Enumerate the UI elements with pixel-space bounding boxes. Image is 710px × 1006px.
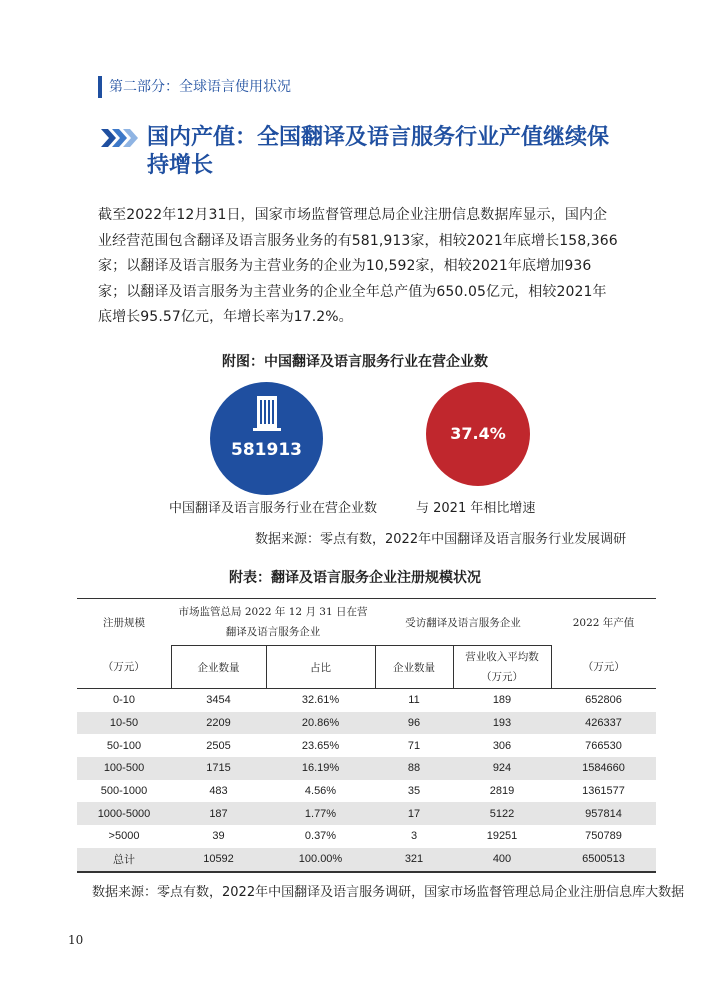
table-total-row [77,848,656,872]
cell-share: 16.19% [266,757,375,780]
header-count: 企业数量 [171,646,266,689]
cell-avg-revenue: 306 [492,739,512,752]
enterprise-count-caption: 中国翻译及语言服务行业在营企业数 [169,501,378,516]
cell-output: 766530 [585,739,622,752]
double-chevron-icon [101,126,139,150]
cell-output: 750789 [585,830,622,843]
table-row [77,802,656,825]
cell-share: 100.00% [266,848,375,872]
cell-count: 187 [171,802,266,825]
header-group-registered-line-1: 市场监管总局 2022 年 12 月 31 日在营 [178,606,368,618]
cell-output: 6500513 [551,848,656,872]
cell-count: 10592 [171,848,266,872]
cell-share: 0.37% [304,830,337,843]
cell-output: 426337 [551,712,656,735]
cell-surveyed-count: 17 [375,802,453,825]
cell-output: 1361577 [582,785,625,798]
page-number: 10 [68,933,84,947]
cell-share: 23.65% [301,739,340,752]
header-group-surveyed: 受访翻译及语言服务企业 [375,599,551,646]
header-scale-unit: （万元） [77,646,171,689]
enterprise-count-value: 581913 [231,440,302,460]
table-row [77,734,656,757]
cell-avg-revenue: 189 [492,694,512,707]
header-count-surveyed: 企业数量 [375,646,453,689]
table-row [77,689,656,712]
cell-count: 1715 [171,757,266,780]
table-row [77,757,656,780]
table-row [77,780,656,803]
page-title-line-1: 国内产值：全国翻译及语言服务行业产值继续保 [147,125,610,150]
cell-surveyed-count: 71 [407,739,421,752]
cell-output: 1584660 [551,757,656,780]
growth-rate-circle [426,382,530,486]
cell-scale: 1000-5000 [77,802,171,825]
header-avg-revenue [453,646,551,689]
table-source: 数据来源：零点有数，2022年中国翻译及语言服务调研，国家市场监督管理总局企业注册信息库大数据 [92,885,685,900]
header-group-registered [171,599,375,646]
cell-count: 39 [212,830,225,843]
cell-count: 2209 [171,712,266,735]
registration-scale-table [77,598,656,873]
cell-surveyed-count: 11 [408,694,420,707]
cell-avg-revenue: 193 [453,712,551,735]
page-title [147,124,627,180]
cell-share: 4.56% [304,785,337,798]
cell-surveyed-count: 35 [407,785,421,798]
header-output-unit: （万元） [551,646,656,689]
cell-share: 1.77% [266,802,375,825]
cell-scale: 总计 [77,848,171,872]
cell-scale: >5000 [108,830,140,843]
cell-surveyed-count: 321 [375,848,453,872]
cell-avg-revenue: 19251 [486,830,518,843]
cell-surveyed-count: 96 [375,712,453,735]
cell-share: 32.61% [301,694,340,707]
body-paragraph: 截至2022年12月31日，国家市场监督管理总局企业注册信息数据库显示，国内企业经营范围包含翻译及语言服务业务的有581,913家，相较2021年底增长158,366家；以翻译及语言服务为主营业务的企业为10,592家，相较2021年底增加936家；以翻译及语言服务为主营业务的企业全年总产值为650.05亿元，相较2021年底增长95.57亿元，年增长率为17.2%。 [98,207,618,326]
page-title-line-2: 持增长 [147,153,214,178]
figure-title: 附图：中国翻译及语言服务行业在营企业数 [222,354,488,370]
growth-rate-value: 37.4% [450,424,506,443]
cell-output: 957814 [551,802,656,825]
enterprise-count-circle [210,382,323,495]
cell-avg-revenue: 924 [453,757,551,780]
cell-scale: 0-10 [112,694,136,707]
cell-avg-revenue: 5122 [453,802,551,825]
header-share: 占比 [266,646,375,689]
cell-count: 2505 [206,739,231,752]
table-row [77,825,656,848]
cell-scale: 10-50 [77,712,171,735]
cell-scale: 100-500 [77,757,171,780]
section-tag: 第二部分：全球语言使用状况 [98,76,291,98]
cell-output: 652806 [585,694,622,707]
table-title: 附表：翻译及语言服务企业注册规模状况 [229,570,481,586]
cell-count: 483 [209,785,228,798]
header-avg-revenue-line-1: 营业收入平均数 [465,651,539,663]
cell-surveyed-count: 3 [410,830,418,843]
building-icon [247,392,287,434]
cell-surveyed-count: 88 [375,757,453,780]
header-scale: 注册规模 [77,599,171,646]
growth-rate-caption: 与 2021 年相比增速 [416,501,536,516]
figure-source: 数据来源：零点有数，2022年中国翻译及语言服务行业发展调研 [255,532,627,547]
cell-scale: 50-100 [106,739,142,752]
cell-scale: 500-1000 [100,785,148,798]
header-avg-revenue-line-2: （万元） [481,671,523,683]
cell-avg-revenue: 400 [453,848,551,872]
table-body [77,689,656,872]
table-row [77,712,656,735]
header-output: 2022 年产值 [551,599,656,646]
cell-avg-revenue: 2819 [489,785,515,798]
header-group-registered-line-2: 翻译及语言服务企业 [225,626,321,638]
cell-share: 20.86% [266,712,375,735]
cell-count: 3454 [206,694,231,707]
